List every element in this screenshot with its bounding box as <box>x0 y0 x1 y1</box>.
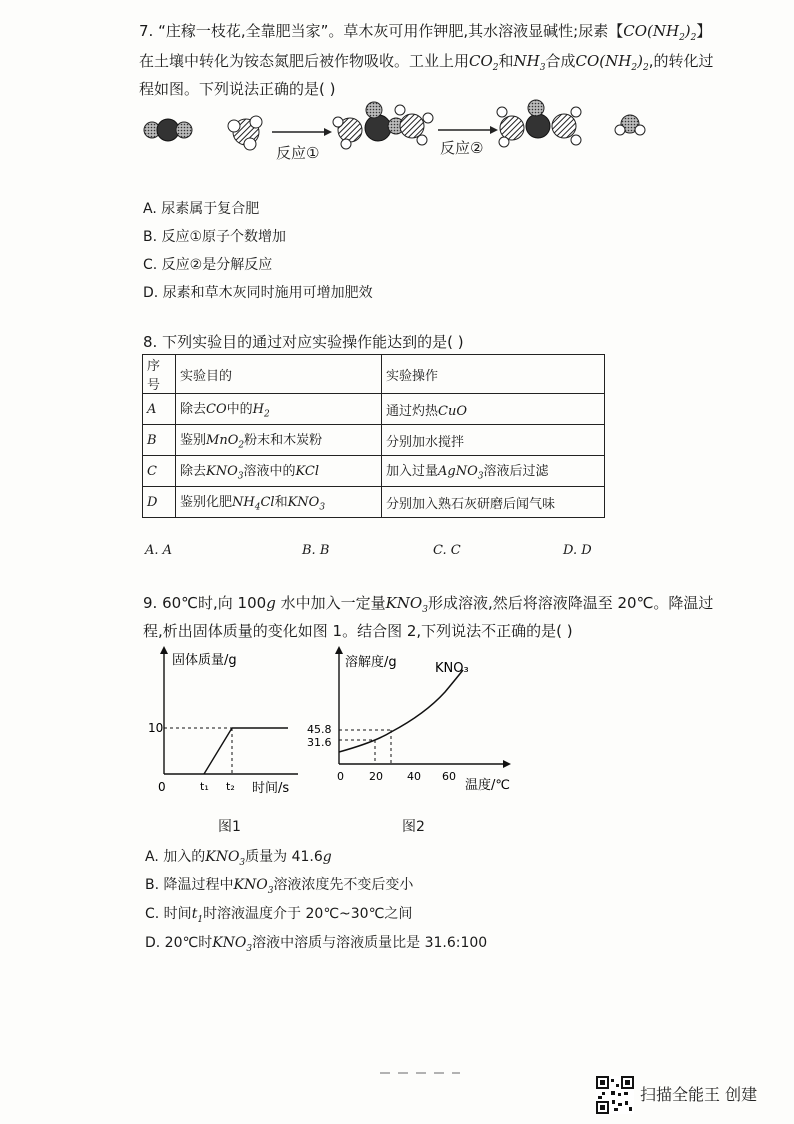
qr-code-icon <box>596 1076 634 1114</box>
fig2-xlabel: 温度/℃ <box>465 778 510 793</box>
fig2-xtick-60: 60 <box>442 770 456 783</box>
q7-option-d: D. 尿素和草木灰同时施用可增加肥效 <box>143 285 373 301</box>
q8-choice-c: C. C <box>433 543 461 558</box>
q8-choice-d: D. D <box>563 543 592 558</box>
q8-choice-b: B. B <box>302 543 330 558</box>
fig2-ylabel: 溶解度/g <box>345 655 397 670</box>
q7-option-c: C. 反应②是分解反应 <box>143 257 273 273</box>
fig1-ytick-10: 10 <box>148 721 164 735</box>
nh3-molecule <box>228 116 262 150</box>
q7-line1: 7. “庄稼一枝花,全靠肥当家”。草木灰可用作钾肥,其水溶液显碱性;尿素【$CO(NH_2)_2$】 <box>139 22 712 43</box>
fig2-x-arrow <box>503 760 511 768</box>
reaction-1-label: 反应① <box>276 144 320 162</box>
fig2-xtick-40: 40 <box>407 770 421 783</box>
intermediate-molecule <box>333 102 433 149</box>
urea-molecule <box>497 100 581 147</box>
header-goal: 实验目的 <box>176 355 382 394</box>
q7-option-a: A. 尿素属于复合肥 <box>143 201 260 217</box>
page-footer-mark <box>380 1060 460 1064</box>
fig1-series-line <box>204 728 288 774</box>
fig1-y-arrow <box>160 646 168 654</box>
arrow-reaction-2 <box>438 126 498 134</box>
fig2-ytick-45.8: 45.8 <box>307 723 332 736</box>
fig2-y-arrow <box>335 646 343 654</box>
q9-option-c: C. 时间$t_1$时溶液温度介于 20℃~30℃之间 <box>145 906 413 925</box>
q7-line2: 在土壤中转化为铵态氮肥后被作物吸收。工业上用$CO_2$和$NH_3$合成$CO(NH_2)_2$,的转化过 <box>139 52 714 73</box>
experiment-table <box>142 354 605 518</box>
fig1-caption: 图1 <box>218 819 241 835</box>
q9-line2: 程,析出固体质量的变化如图 1。结合图 2,下列说法不正确的是( ) <box>143 622 573 640</box>
water-molecule <box>615 115 645 135</box>
table-row: A 除去CO中的$H_2$ 通过灼热CuO <box>143 394 605 425</box>
reaction-2-label: 反应② <box>440 139 484 157</box>
fig2-ytick-31.6: 31.6 <box>307 736 332 749</box>
figure-2-chart <box>305 644 525 804</box>
q8-head: 8. 下列实验目的通过对应实验操作能达到的是( ) <box>143 333 464 351</box>
reaction-diagram <box>138 96 658 166</box>
q9-option-b: B. 降温过程中$KNO_3$溶液浓度先不变后变小 <box>145 877 414 896</box>
fig2-curve-label: KNO₃ <box>435 661 469 676</box>
q9-option-a: A. 加入的$KNO_3$质量为 41.6g <box>145 849 332 868</box>
fig1-origin: 0 <box>158 780 166 794</box>
fig1-t1: t₁ <box>200 780 209 793</box>
header-no: 序号 <box>143 355 176 394</box>
table-row: D 鉴别化肥$NH_4Cl$和$KNO_3$ 分别加入熟石灰研磨后闻气味 <box>143 487 605 518</box>
co2-molecule <box>144 119 192 141</box>
table-row: B 鉴别MnO$_2$粉末和木炭粉 分别加水搅拌 <box>143 425 605 456</box>
q9-option-d: D. 20℃时$KNO_3$溶液中溶质与溶液质量比是 31.6:100 <box>145 935 488 954</box>
fig1-ylabel: 固体质量/g <box>172 653 237 668</box>
q8-choice-a: A. A <box>145 543 173 558</box>
arrow-reaction-1 <box>272 128 332 136</box>
q7-line3: 程如图。下列说法正确的是( ) <box>139 80 336 98</box>
fig2-xtick-0: 0 <box>337 770 344 783</box>
table-header-row <box>143 355 605 394</box>
table-row: C 除去$KNO_3$溶液中的KCl 加入过量AgNO$_3$溶液后过滤 <box>143 456 605 487</box>
figure-1-chart <box>148 644 308 804</box>
q7-option-b: B. 反应①原子个数增加 <box>143 229 287 245</box>
header-op: 实验操作 <box>382 355 605 394</box>
fig1-xlabel: 时间/s <box>252 781 290 796</box>
q9-line1: 9. 60℃时,向 100g 水中加入一定量$KNO_3$形成溶液,然后将溶液降温至 20℃。降温过 <box>143 594 714 615</box>
fig2-xtick-20: 20 <box>369 770 383 783</box>
scanner-watermark: 扫描全能王 创建 <box>640 1085 758 1104</box>
fig1-t2: t₂ <box>226 780 235 793</box>
fig2-caption: 图2 <box>402 819 425 835</box>
